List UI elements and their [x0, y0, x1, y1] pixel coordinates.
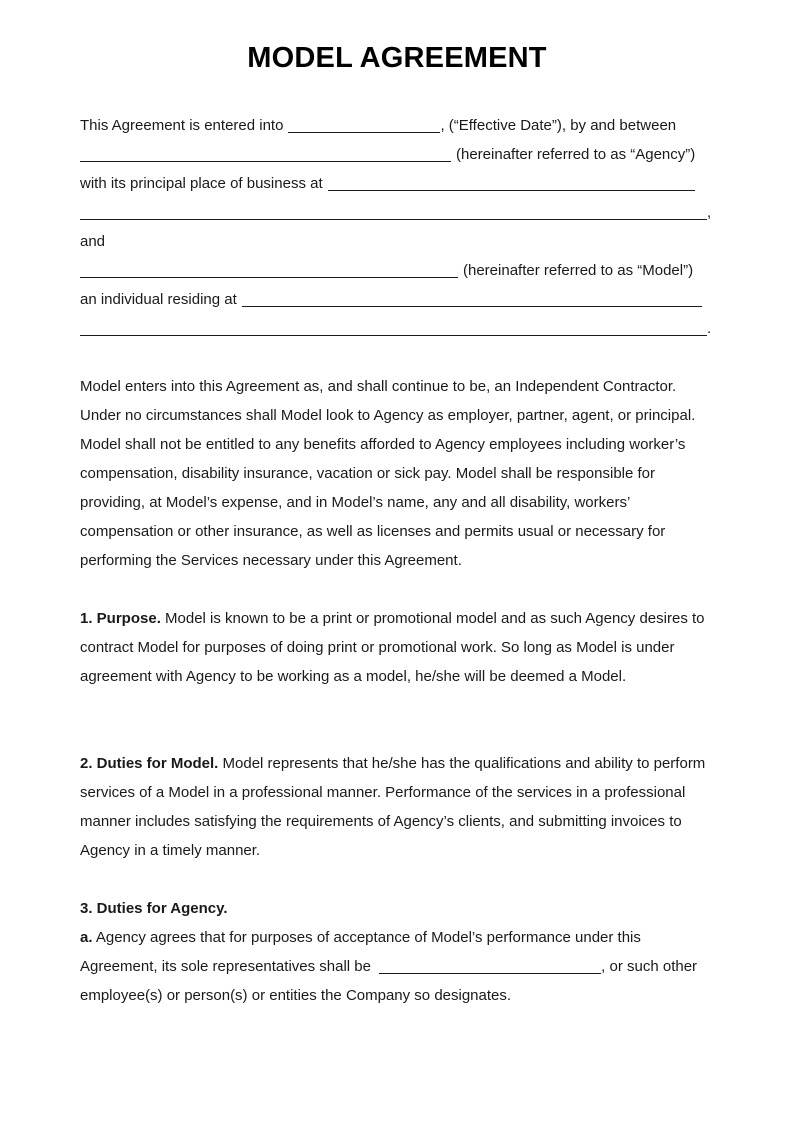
section-duties-model-heading: 2. Duties for Model.: [80, 755, 219, 772]
section-purpose-text: Model is known to be a print or promotional model and as such Agency desires to contract Model for purposes of doing print or promotional work. So long as Model is under agreement with Agency to be working as a model, he/she will be deemed a Model.: [80, 610, 705, 685]
line-8-period: .: [707, 320, 712, 337]
intro-line-7: [80, 285, 716, 314]
intro-line-5: [80, 227, 716, 256]
section-duties-model-text: Model represents that he/she has the qualifications and ability to perform services of a Model in a professional manner. Performance of the services in a professional manner includes satisfying the requirements of Agency’s clients, and submitting invoices to Agency in a timely manner.: [80, 755, 706, 859]
residing-at-text: an individual residing at: [80, 291, 237, 308]
and-text: and: [80, 233, 106, 250]
intro-entered-into-text: This Agreement is entered into: [80, 117, 284, 134]
intro-line-2: [80, 140, 716, 169]
representatives-blank[interactable]: [379, 959, 601, 974]
intro-line-8: [80, 314, 716, 343]
line-4-comma: ,: [707, 204, 712, 221]
model-reference-text: (hereinafter referred to as “Model”): [463, 262, 694, 279]
model-name-blank[interactable]: [80, 263, 458, 278]
subsection-a-text-end: employee(s) or person(s) or entities the Company so designates.: [80, 987, 512, 1004]
effective-date-blank[interactable]: [288, 118, 440, 133]
effective-date-text: , (“Effective Date”), by and between: [440, 117, 677, 134]
intro-line-6: [80, 256, 716, 285]
section-duties-agency-a: [80, 923, 716, 1010]
section-purpose: [80, 604, 716, 691]
principal-place-text: with its principal place of business at: [80, 175, 323, 192]
subsection-a-text: Agency agrees that for purposes of acceptance of Model’s performance under this Agreement, its sole representatives shall be: [80, 929, 641, 975]
document-title: MODEL AGREEMENT: [247, 42, 547, 74]
section-duties-model: [80, 749, 716, 865]
agency-name-blank[interactable]: [80, 147, 451, 162]
intro-line-3: [80, 169, 716, 198]
subsection-a-label: a.: [80, 929, 93, 946]
section-duties-agency: [80, 894, 716, 1010]
independent-contractor-paragraph: Model enters into this Agreement as, and shall continue to be, an Independent Contractor. Under no circumstances shall Model look to Agency as employer, partner, agent, or principal. Model shall not be entitled to any benefits afforded to Agency employees including worker’s compensation, disability insurance, vacation or sick pay. Model shall be responsible for providing, at Model’s expense, and in Model’s name, any and all disability, workers’ compensation or other insurance, as well as licenses and permits usual or necessary for performing the Services necessary under this Agreement.: [80, 378, 696, 569]
agency-address-blank[interactable]: [328, 176, 695, 191]
section-purpose-heading: 1. Purpose.: [80, 610, 161, 627]
intro-line-1: [80, 111, 716, 140]
section-duties-agency-heading: 3. Duties for Agency.: [80, 900, 228, 917]
intro-line-4: [80, 198, 716, 227]
agency-reference-text: (hereinafter referred to as “Agency”): [456, 146, 696, 163]
model-address-blank[interactable]: [242, 292, 702, 307]
model-address-continued-blank[interactable]: [80, 321, 707, 336]
agency-address-continued-blank[interactable]: [80, 205, 707, 220]
subsection-a-text-continued: , or such other: [601, 958, 698, 975]
